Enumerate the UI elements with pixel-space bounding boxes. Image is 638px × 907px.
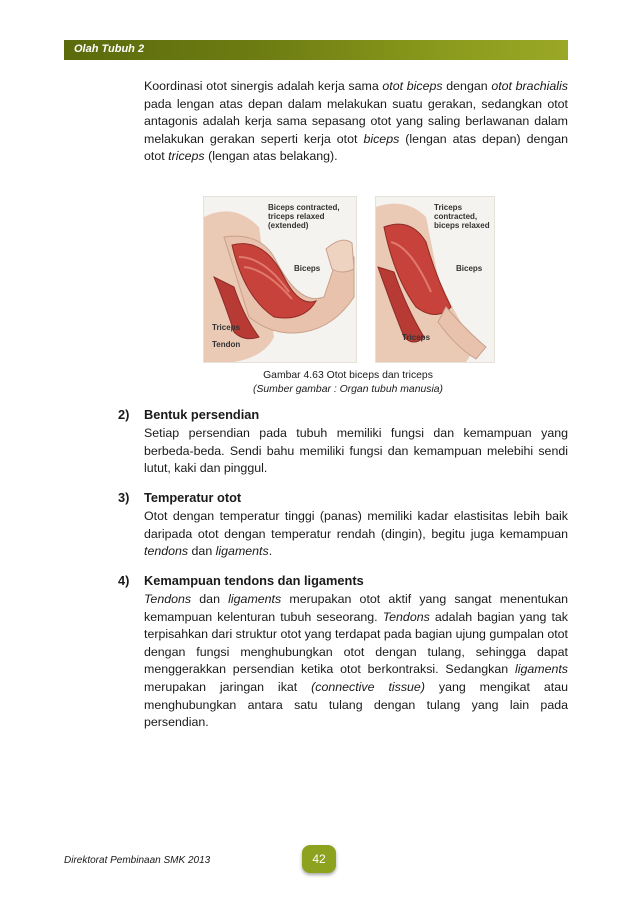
- italic-term: tendons: [144, 544, 189, 559]
- italic-term: ligaments: [228, 592, 282, 606]
- item-3-number: 3): [118, 490, 130, 505]
- text-run: dan: [188, 544, 216, 559]
- triceps-contracted-illustration: [375, 196, 495, 363]
- caption-text: Gambar 4.63 Otot biceps dan triceps: [263, 370, 433, 381]
- figure-caption: [203, 369, 493, 397]
- italic-term: triceps: [168, 149, 205, 164]
- page-number-badge: [302, 845, 336, 873]
- item-4-number: 4): [118, 573, 130, 588]
- header-bar: [64, 40, 568, 60]
- item-2-number: 2): [118, 407, 130, 422]
- italic-term: ligaments: [514, 662, 568, 677]
- left-tendon-label: Tendon: [212, 340, 241, 349]
- text-run: merupakan jaringan ikat: [144, 679, 312, 694]
- muscle-figure: [203, 196, 493, 361]
- item-3-body: [144, 508, 568, 561]
- text-run: .: [268, 544, 273, 559]
- intro-paragraph: [144, 78, 568, 166]
- text-run: dengan: [442, 79, 492, 93]
- text-run: Otot dengan temperatur tinggi (panas) memiliki kadar elastisitas lebih baik daripada otot dengan temperatur rendah (dingin), begitu juga kemampuan: [144, 509, 568, 541]
- text-run: merupakan otot aktif yang sangat menentukan kemampuan kelenturan tubuh seseorang.: [144, 592, 568, 624]
- text-run: (lengan atas belakang).: [204, 149, 338, 164]
- text-run: yang mengikat atau menghubungkan antara satu tulang dengan tulang yang lain pada persendian.: [144, 679, 569, 730]
- left-biceps-label: Biceps: [294, 264, 321, 273]
- italic-term: Tendons: [144, 592, 192, 606]
- text-run: Setiap persendian pada tubuh memiliki fungsi dan kemampuan yang berbeda-beda. Sendi bahu memiliki fungsi dan kemampuan melebihi sendi lutut, kaki dan pinggul.: [144, 426, 568, 476]
- italic-term: Tendons: [382, 609, 430, 624]
- text-run: Koordinasi otot sinergis adalah kerja sama: [144, 79, 383, 93]
- right-title-2: contracted,: [434, 212, 478, 221]
- right-biceps-label: Biceps: [456, 264, 483, 273]
- item-3-title: Temperatur otot: [144, 490, 242, 505]
- biceps-contracted-illustration: [203, 196, 357, 363]
- text-run: adalah bagian yang tak terpisahkan dari struktur otot yang terdapat pada bagian ujung gumpalan otot dengan fungsi menghubungkan otot dengan tulang, sehingga dapat menggerakkan persendian ketika otot berkontraksi. Sedangkan: [144, 609, 568, 677]
- text-run: pada lengan atas depan dalam melakukan suatu gerakan, sedangkan otot antagonis adalah kerja sama sepasang otot yang saling berlawanan dalam melakukan gerakan seperti kerja otot: [144, 96, 568, 146]
- header-title: Olah Tubuh 2: [74, 43, 145, 55]
- right-title-1: Triceps: [434, 203, 463, 212]
- right-triceps-label: Triceps: [402, 333, 431, 342]
- italic-term: ligaments: [215, 544, 269, 559]
- text-run: dan: [191, 592, 229, 606]
- item-2-body: [144, 425, 568, 478]
- italic-term: (connective tissue): [311, 679, 425, 694]
- item-4-body: [144, 591, 568, 732]
- italic-term: biceps: [363, 131, 400, 146]
- page-number: 42: [312, 852, 326, 866]
- right-title-3: biceps relaxed: [434, 221, 490, 230]
- footer-publisher: Direktorat Pembinaan SMK 2013: [64, 855, 211, 866]
- left-title-2: triceps relaxed: [268, 212, 325, 221]
- left-triceps-label: Triceps: [212, 323, 241, 332]
- italic-term: otot biceps: [382, 79, 443, 93]
- item-4-title: Kemampuan tendons dan ligaments: [144, 573, 364, 588]
- item-2-title: Bentuk persendian: [144, 407, 260, 422]
- italic-term: otot brachialis: [491, 79, 569, 93]
- text-run: (lengan atas depan) dengan otot: [144, 131, 569, 164]
- left-title-3: (extended): [268, 221, 309, 230]
- caption-source: (Sumber gambar : Organ tubuh manusia): [252, 384, 443, 395]
- left-title-1: Biceps contracted,: [268, 203, 340, 212]
